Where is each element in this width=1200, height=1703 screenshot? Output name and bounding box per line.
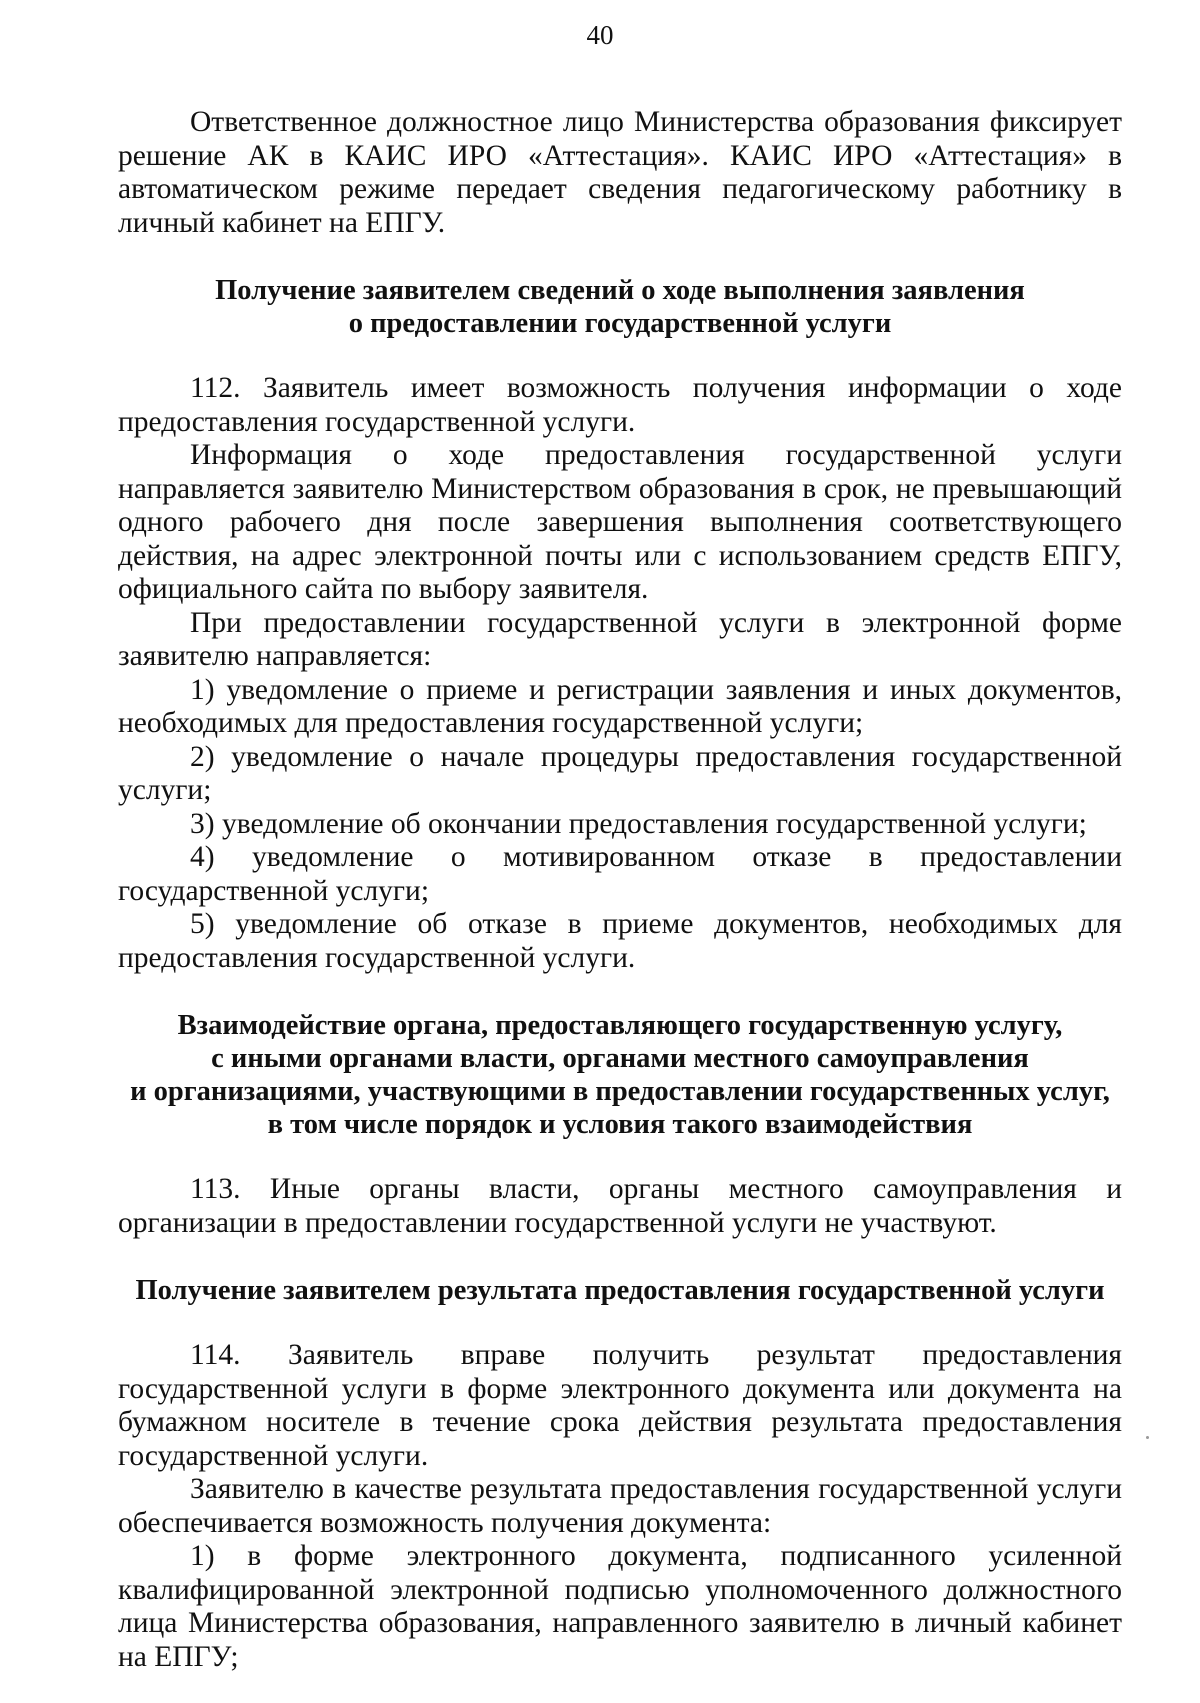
list-item-1: 1) в форме электронного документа, подписанного усиленной квалифицированной электронной подписью уполномоченного должностного лица Министерства образования, направленного заявителю в личный кабинет на ЕПГУ; <box>118 1540 1122 1673</box>
list-item-5: 5) уведомление об отказе в приеме документов, необходимых для предоставления государственной услуги. <box>118 908 1122 974</box>
scan-artifact-dot <box>1146 1436 1149 1439</box>
list-item-4: 4) уведомление о мотивированном отказе в предоставлении государственной услуги; <box>118 841 1122 907</box>
list-item-3: 3) уведомление об окончании предоставления государственной услуги; <box>190 807 1087 840</box>
paragraph: Информация о ходе предоставления государственной услуги направляется заявителю Министерством образования в срок, не превышающий одного рабочего дня после завершения выполнения соответствующего действия, на адрес электронной почты или с использованием средств ЕПГУ, официального сайта по выбору заявителя. <box>118 439 1122 605</box>
paragraph: Заявителю в качестве результата предоставления государственной услуги обеспечивается возможность получения документа: <box>118 1473 1122 1539</box>
paragraph-112: 112. Заявитель имеет возможность получения информации о ходе предоставления государственной услуги. <box>118 372 1122 438</box>
page-number: 40 <box>586 20 614 50</box>
list-item-1: 1) уведомление о приеме и регистрации заявления и иных документов, необходимых для предоставления государственной услуги; <box>118 673 1122 739</box>
heading-line: и организациями, участвующими в предоставлении государственных услуг, <box>130 1076 1110 1107</box>
paragraph: При предоставлении государственной услуги в электронной форме заявителю направляется: <box>118 606 1122 672</box>
section-heading-status <box>118 274 1122 340</box>
heading-line: Получение заявителем результата предоставления государственной услуги <box>135 1275 1105 1306</box>
heading-line: Взаимодействие органа, предоставляющего государственную услугу, <box>177 1010 1063 1041</box>
heading-line: в том числе порядок и условия такого взаимодействия <box>267 1109 973 1140</box>
document-body <box>118 106 1122 1674</box>
paragraph-114: 114. Заявитель вправе получить результат предоставления государственной услуги в форме электронного документа или документа на бумажном носителе в течение срока действия результата предоставления государственной услуги. <box>118 1339 1122 1472</box>
heading-line: с иными органами власти, органами местного самоуправления <box>211 1043 1029 1074</box>
section-heading-result <box>118 1274 1122 1307</box>
list-item-2: 2) уведомление о начале процедуры предоставления государственной услуги; <box>118 740 1122 806</box>
heading-line: Получение заявителем сведений о ходе выполнения заявления <box>215 275 1025 306</box>
intro-paragraph: Ответственное должностное лицо Министерства образования фиксирует решение АК в КАИС ИРО «Аттестация». КАИС ИРО «Аттестация» в автоматическом режиме передает сведения педагогическому работнику в личный кабинет на ЕПГУ. <box>118 106 1122 239</box>
heading-line: о предоставлении государственной услуги <box>348 308 892 339</box>
section-heading-interaction <box>118 1009 1122 1141</box>
paragraph-113: 113. Иные органы власти, органы местного самоуправления и организации в предоставлении государственной услуги не участвуют. <box>118 1173 1122 1239</box>
